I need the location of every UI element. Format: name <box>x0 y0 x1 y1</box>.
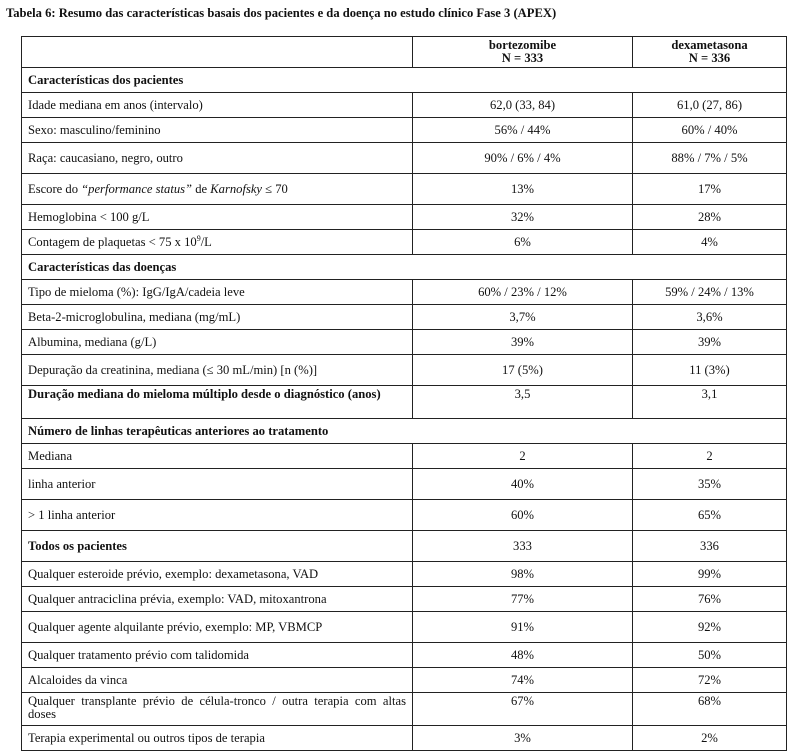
label-part: de <box>192 181 211 196</box>
row-value-bortezomibe: 13% <box>413 174 633 205</box>
table-row <box>22 118 787 143</box>
row-value-bortezomibe: 32% <box>413 205 633 230</box>
row-value-bortezomibe: 333 <box>413 531 633 562</box>
column-header-name: bortezomibe <box>488 38 557 52</box>
table-row <box>22 643 787 668</box>
row-value-dexametasona: 88% / 7% / 5% <box>633 143 787 174</box>
row-label: > 1 linha anterior <box>22 500 413 531</box>
table-row <box>22 726 787 751</box>
section-row <box>22 68 787 93</box>
row-value-bortezomibe: 40% <box>413 469 633 500</box>
table-row <box>22 668 787 693</box>
row-value-bortezomibe: 90% / 6% / 4% <box>413 143 633 174</box>
row-value-bortezomibe: 67% <box>413 693 633 726</box>
header-empty-cell <box>22 37 413 68</box>
table-row <box>22 531 787 562</box>
row-value-dexametasona: 68% <box>633 693 787 726</box>
column-header-n: N = 336 <box>688 51 731 65</box>
row-label <box>22 230 413 255</box>
section-row <box>22 419 787 444</box>
row-value-bortezomibe: 17 (5%) <box>413 355 633 386</box>
label-part: Escore do <box>28 181 82 196</box>
table-row <box>22 143 787 174</box>
row-label: Depuração da creatinina, mediana (≤ 30 mL/min) [n (%)] <box>22 355 413 386</box>
table-caption: Tabela 6: Resumo das características basais dos pacientes e da doença no estudo clínico Fase 3 (APEX) <box>6 6 557 20</box>
row-label: Todos os pacientes <box>22 531 413 562</box>
row-value-dexametasona: 76% <box>633 587 787 612</box>
row-value-dexametasona: 4% <box>633 230 787 255</box>
row-label: Idade mediana em anos (intervalo) <box>22 93 413 118</box>
row-label: Qualquer agente alquilante prévio, exemplo: MP, VBMCP <box>22 612 413 643</box>
row-value-dexametasona: 60% / 40% <box>633 118 787 143</box>
row-label: Albumina, mediana (g/L) <box>22 330 413 355</box>
row-value-dexametasona: 28% <box>633 205 787 230</box>
row-value-bortezomibe: 6% <box>413 230 633 255</box>
row-label: Tipo de mieloma (%): IgG/IgA/cadeia leve <box>22 280 413 305</box>
table-row <box>22 587 787 612</box>
label-part: ≤ 70 <box>262 181 288 196</box>
table-row <box>22 693 787 726</box>
row-value-dexametasona: 92% <box>633 612 787 643</box>
table-row <box>22 444 787 469</box>
table-row <box>22 280 787 305</box>
table-row <box>22 562 787 587</box>
section-diseases: Características das doenças <box>22 255 787 280</box>
row-label: Duração mediana do mieloma múltiplo desde o diagnóstico (anos) <box>22 386 413 419</box>
row-value-bortezomibe: 91% <box>413 612 633 643</box>
row-value-dexametasona: 35% <box>633 469 787 500</box>
row-label: Qualquer transplante prévio de célula-tronco / outra terapia com altas doses <box>22 693 413 726</box>
row-value-bortezomibe: 60% <box>413 500 633 531</box>
row-value-bortezomibe: 3% <box>413 726 633 751</box>
row-label: Qualquer esteroide prévio, exemplo: dexametasona, VAD <box>22 562 413 587</box>
row-value-dexametasona: 50% <box>633 643 787 668</box>
row-value-bortezomibe: 60% / 23% / 12% <box>413 280 633 305</box>
row-value-bortezomibe: 3,7% <box>413 305 633 330</box>
row-value-bortezomibe: 56% / 44% <box>413 118 633 143</box>
row-value-dexametasona: 99% <box>633 562 787 587</box>
column-header-bortezomibe <box>413 37 633 68</box>
table-row <box>22 174 787 205</box>
column-header-name: dexametasona <box>671 38 748 52</box>
row-label: Qualquer tratamento prévio com talidomida <box>22 643 413 668</box>
row-label: Sexo: masculino/feminino <box>22 118 413 143</box>
section-prior-lines: Número de linhas terapêuticas anteriores ao tratamento <box>22 419 787 444</box>
label-italic-part: “performance status” <box>81 181 193 196</box>
table-row <box>22 205 787 230</box>
row-label: Alcaloides da vinca <box>22 668 413 693</box>
row-label: linha anterior <box>22 469 413 500</box>
row-value-bortezomibe: 48% <box>413 643 633 668</box>
table-row <box>22 330 787 355</box>
row-value-bortezomibe: 77% <box>413 587 633 612</box>
row-label: Raça: caucasiano, negro, outro <box>22 143 413 174</box>
row-value-dexametasona: 39% <box>633 330 787 355</box>
row-value-bortezomibe: 39% <box>413 330 633 355</box>
table-row <box>22 469 787 500</box>
row-value-dexametasona: 2 <box>633 444 787 469</box>
row-value-dexametasona: 61,0 (27, 86) <box>633 93 787 118</box>
baseline-characteristics-table <box>21 36 787 751</box>
table-row <box>22 230 787 255</box>
row-value-bortezomibe: 62,0 (33, 84) <box>413 93 633 118</box>
header-row <box>22 37 787 68</box>
row-label: Hemoglobina < 100 g/L <box>22 205 413 230</box>
label-part: Contagem de plaquetas < 75 x 10 <box>28 234 197 249</box>
column-header-dexametasona <box>633 37 787 68</box>
label-part: /L <box>200 234 212 249</box>
row-value-bortezomibe: 2 <box>413 444 633 469</box>
label-superscript: 9 <box>196 233 201 243</box>
table-row <box>22 355 787 386</box>
row-value-bortezomibe: 98% <box>413 562 633 587</box>
row-value-dexametasona: 2% <box>633 726 787 751</box>
row-value-dexametasona: 72% <box>633 668 787 693</box>
table-row <box>22 93 787 118</box>
row-value-dexametasona: 59% / 24% / 13% <box>633 280 787 305</box>
section-row <box>22 255 787 280</box>
row-label: Beta-2-microglobulina, mediana (mg/mL) <box>22 305 413 330</box>
row-value-bortezomibe: 3,5 <box>413 386 633 419</box>
row-value-bortezomibe: 74% <box>413 668 633 693</box>
row-value-dexametasona: 3,6% <box>633 305 787 330</box>
table-row <box>22 386 787 419</box>
row-value-dexametasona: 11 (3%) <box>633 355 787 386</box>
row-value-dexametasona: 336 <box>633 531 787 562</box>
row-label <box>22 174 413 205</box>
row-label: Terapia experimental ou outros tipos de terapia <box>22 726 413 751</box>
row-label: Mediana <box>22 444 413 469</box>
row-value-dexametasona: 3,1 <box>633 386 787 419</box>
label-italic-part: Karnofsky <box>210 181 263 196</box>
column-header-n: N = 333 <box>501 51 544 65</box>
table-row <box>22 305 787 330</box>
table-row <box>22 500 787 531</box>
row-label: Qualquer antraciclina prévia, exemplo: VAD, mitoxantrona <box>22 587 413 612</box>
table-row <box>22 612 787 643</box>
row-value-dexametasona: 17% <box>633 174 787 205</box>
section-patients: Características dos pacientes <box>22 68 787 93</box>
row-value-dexametasona: 65% <box>633 500 787 531</box>
